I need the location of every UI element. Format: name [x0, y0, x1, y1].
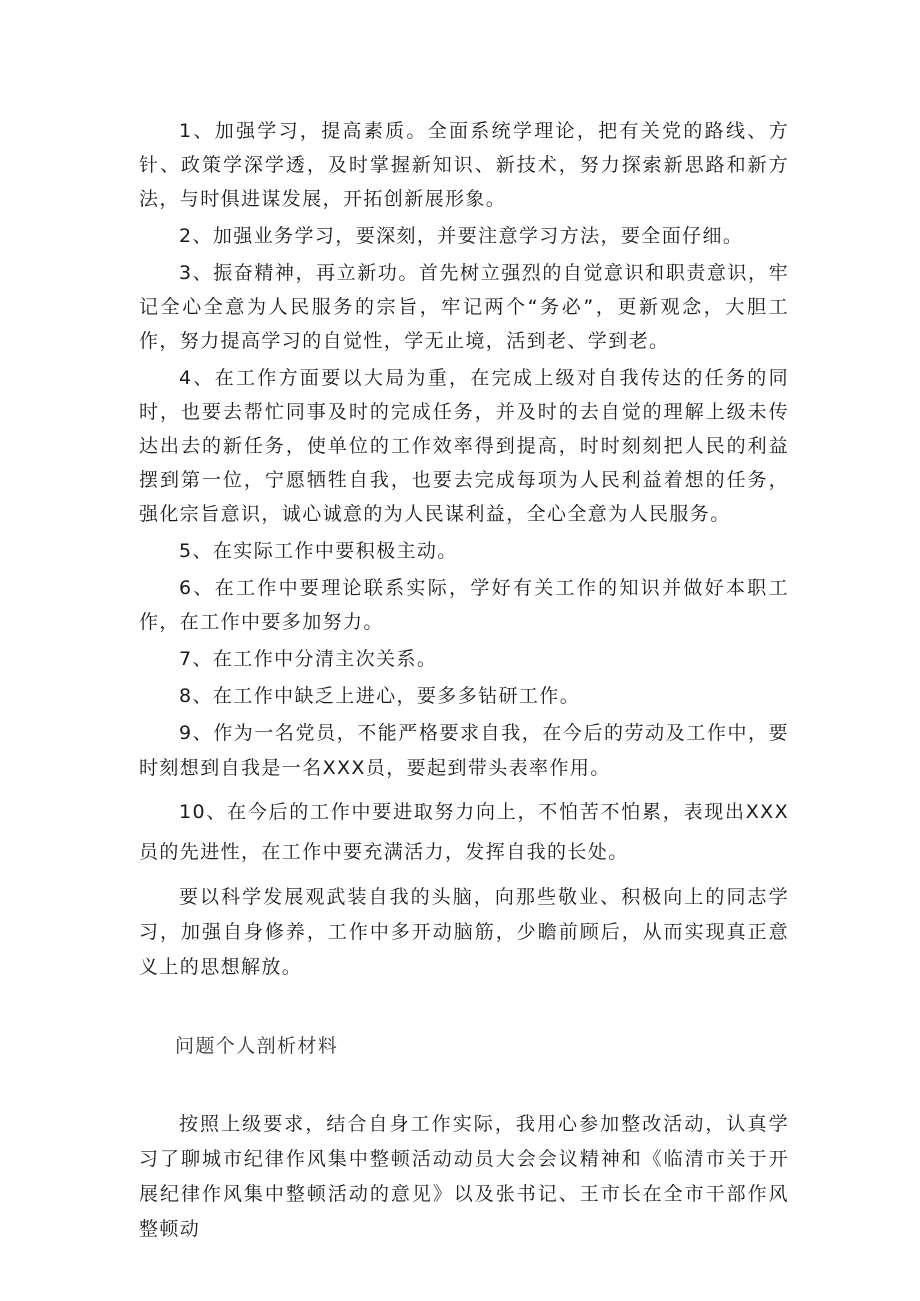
paragraph-item-8: 8、在工作中缺乏上进心，要多多钻研工作。 [179, 685, 581, 707]
paragraph-item-3: 3、振奋精神，再立新功。首先树立强烈的自觉意识和职责意识，牢记全心全意为人民服务的宗旨，牢记两个“务必”，更新观念，大胆工作，努力提高学习的自觉性，学无止境，活到老、学到老。 [139, 262, 789, 352]
section-paragraph: 按照上级要求，结合自身工作实际，我用心参加整改活动，认真学习了聊城市纪律作风集中整顿活动动员大会会议精神和《临清市关于开展纪律作风集中整顿活动的意见》以及张书记、王市长在全市干部作风整顿动 [139, 1113, 789, 1240]
paragraph-item-2: 2、加强业务学习，要深刻，并要注意学习方法，要全面仔细。 [179, 225, 744, 247]
summary-paragraph: 要以科学发展观武装自我的头脑，向那些敬业、积极向上的同志学习，加强自身修养，工作中多开动脑筋，少瞻前顾后，从而实现真正意义上的思想解放。 [139, 886, 789, 978]
paragraph-item-7: 7、在工作中分清主次关系。 [179, 648, 438, 670]
paragraph-item-5: 5、在实际工作中要积极主动。 [179, 540, 458, 562]
paragraph-item-6: 6、在工作中要理论联系实际，学好有关工作的知识并做好本职工作，在工作中要多加努力。 [139, 577, 789, 633]
document-body [139, 114, 789, 1247]
paragraph-item-9: 9、作为一名党员，不能严格要求自我，在今后的劳动及工作中，要时刻想到自我是一名XXX员，要起到带头表率作用。 [139, 722, 789, 779]
paragraph-item-10: 10、在今后的工作中要进取努力向上，不怕苦不怕累，表现出XXX员的先进性，在工作中要充满活力，发挥自我的长处。 [139, 801, 789, 863]
paragraph-item-1: 1、加强学习，提高素质。全面系统学理论，把有关党的路线、方针、政策学深学透，及时掌握新知识、新技术，努力探索新思路和新方法，与时俱进谋发展，开拓创新展形象。 [139, 120, 789, 210]
paragraph-item-4: 4、在工作方面要以大局为重，在完成上级对自我传达的任务的同时，也要去帮忙同事及时的完成任务，并及时的去自觉的理解上级未传达出去的新任务，使单位的工作效率得到提高，时时刻刻把人民的利益摆到第一位，宁愿牺牲自我，也要去完成每项为人民利益着想的任务，强化宗旨意识，诚心诚意的为人民谋利益，全心全意为人民服务。 [139, 367, 789, 525]
section-title: 问题个人剖析材料 [175, 1035, 339, 1057]
